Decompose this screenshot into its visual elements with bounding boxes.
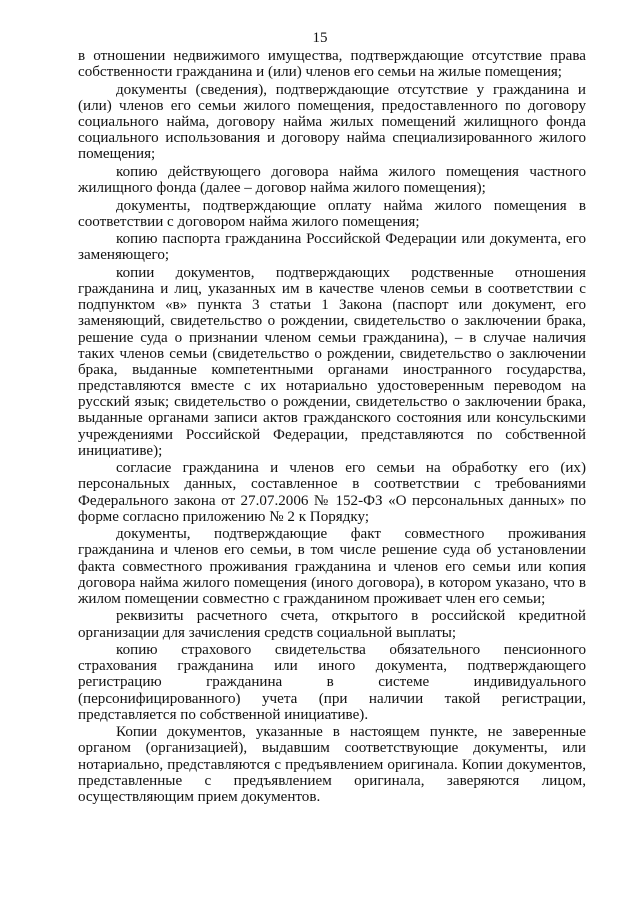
paragraph-cohabitation-proof: документы, подтверждающие факт совместного проживания гражданина и членов его семьи, в том числе решение суда об установлении факта совместного проживания гражданина и членов его семьи или копия договора найма жилого помещения (иного договора), в котором указано, что в жилом помещении совместно с гражданином проживает член его семьи; (78, 526, 586, 607)
paragraph-no-social-housing: документы (сведения), подтверждающие отсутствие у гражданина и (или) членов его семьи жилого помещения, предоставленного по договору социального найма, договору найма жилых помещений жилищного фонда социального использования и договору найма специализированного жилого помещения; (78, 81, 586, 163)
paragraph-passport-copy: копию паспорта гражданина Российской Федерации или документа, его заменяющего; (78, 231, 586, 264)
page-number: 15 (312, 30, 328, 46)
paragraph-lease-copy: копию действующего договора найма жилого помещения частного жилищного фонда (далее – договор найма жилого помещения); (78, 163, 586, 197)
document-body (78, 48, 586, 806)
paragraph-rent-payment: документы, подтверждающие оплату найма жилого помещения в соответствии с договором найма жилого помещения; (78, 197, 586, 230)
paragraph-personal-data-consent: согласие гражданина и членов его семьи на обработку его (их) персональных данных, составленное в соответствии с требованиями Федерального закона от 27.07.2006 № 152-ФЗ «О персональных данных» по форме согласно приложению № 2 к Порядку; (78, 460, 586, 525)
paragraph-copies-certification: Копии документов, указанные в настоящем пункте, не заверенные органом (организацией), выдавшим соответствующие документы, или нотариально, представляются с предъявлением оригинала. Копии документов, представленные с предъявлением оригинала, заверяются лицом, осуществляющим прием документов. (78, 724, 586, 805)
paragraph-bank-details: реквизиты расчетного счета, открытого в российской кредитной организации для зачисления средств социальной выплаты; (78, 608, 586, 641)
paragraph-kinship-documents: копии документов, подтверждающих родственные отношения гражданина и лиц, указанных им в качестве членов семьи в соответствии с подпунктом «в» пункта 3 статьи 1 Закона (паспорт или документ, его заменяющий, свидетельство о рождении, свидетельство о заключении брака, решение суда о признании членом семьи гражданина), – в случае наличия таких членов семьи (свидетельство о рождении, свидетельство о заключении брака, выданные компетентными органами иностранного государства, представляются вместе с их нотариально удостоверенным переводом на русский язык; свидетельство о рождении, свидетельство о заключении брака, выданные органами записи актов гражданского состояния или консульскими учреждениями Российской Федерации, представляются по собственной инициативе); (78, 264, 586, 459)
paragraph-insurance-certificate: копию страхового свидетельства обязательного пенсионного страхования гражданина или иного документа, подтверждающего регистрацию гражданина в системе индивидуального (персонифицированного) учета (при наличии такой регистрации, представляется по собственной инициативе). (78, 642, 586, 723)
paragraph-property-documents: в отношении недвижимого имущества, подтверждающие отсутствие права собственности гражданина и (или) членов его семьи на жилые помещения; (78, 48, 586, 81)
